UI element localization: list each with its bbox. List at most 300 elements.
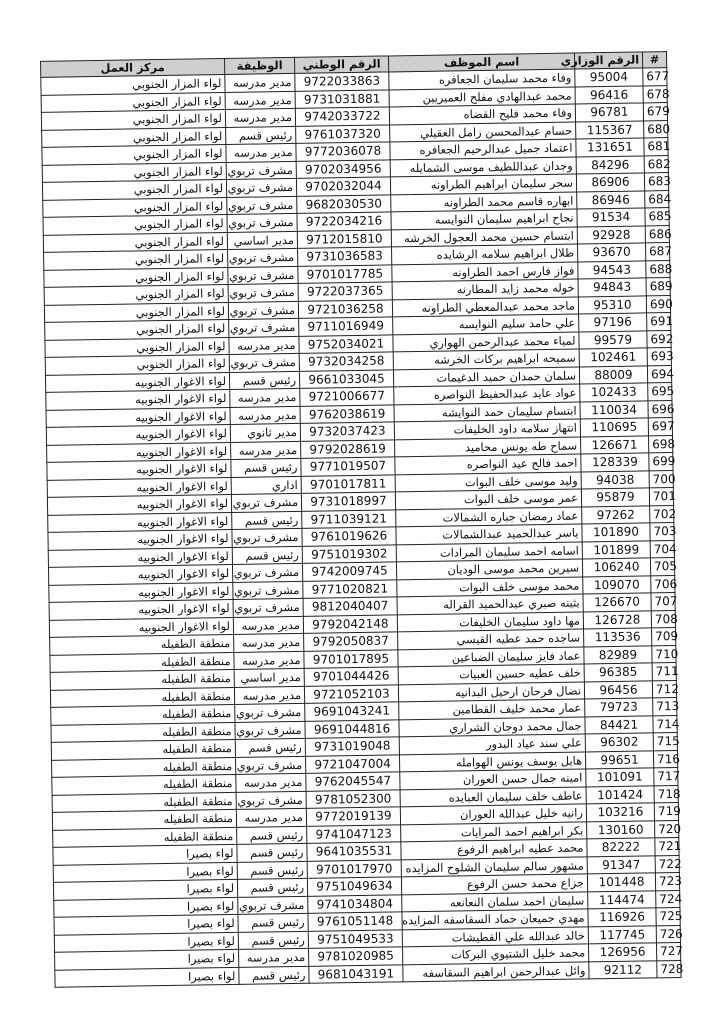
national-number: 9701044426	[304, 667, 398, 686]
employee-name: عمر موسى خلف البوات	[395, 489, 581, 509]
work-center: لواء بصيرا	[55, 949, 239, 969]
row-index: 716	[653, 750, 677, 768]
ministry-number: 84296	[576, 155, 644, 174]
employee-name: علي سند عياد البدور	[399, 734, 585, 754]
ministry-number: 128339	[581, 453, 649, 472]
national-number: 9792050837	[304, 632, 398, 651]
job-title: مشرف تربوي	[229, 318, 299, 337]
work-center: لواء المزار الجنوبي	[41, 92, 225, 112]
national-number: 9742033722	[295, 107, 389, 126]
job-title: مشرف تربوي	[227, 213, 297, 232]
employee-name: نضال فرحان ارحيل البدانيه	[398, 681, 584, 701]
ministry-number: 86946	[577, 190, 645, 209]
employee-name: فواز فارس احمد الطراونه	[392, 261, 578, 281]
national-number: 9772036078	[296, 142, 390, 161]
national-number: 9701017895	[304, 649, 398, 668]
employee-name: محمد عبدالهادي مفلح العميريين	[389, 87, 575, 107]
work-center: لواء الاغوار الجنوبيه	[49, 582, 233, 602]
national-number: 9702032044	[296, 177, 390, 196]
national-number: 9762038619	[300, 404, 394, 423]
ministry-number: 115367	[576, 120, 644, 139]
job-title: مدير مدرسه	[225, 108, 295, 127]
national-number: 9722034216	[297, 212, 391, 231]
row-index: 678	[643, 85, 667, 103]
row-index: 687	[645, 243, 669, 261]
job-title: مشرف تربوي	[227, 196, 297, 215]
job-title: رئيس قسم	[237, 861, 307, 880]
work-center: لواء الاغوار الجنوبيه	[49, 599, 233, 619]
employee-name: مها داود سليمان الخليفات	[397, 611, 583, 631]
job-title: مدير مدرسه	[236, 773, 306, 792]
row-index: 725	[656, 907, 680, 925]
national-number: 9731018997	[301, 492, 395, 511]
job-title: مشرف تربوي	[236, 791, 306, 810]
ministry-number: 95879	[581, 488, 649, 507]
employee-name: محمد موسى خلف البوات	[397, 576, 583, 596]
job-title: رئيس قسم	[226, 126, 296, 145]
job-title: رئيس قسم	[232, 546, 302, 565]
ministry-number: 102461	[579, 348, 647, 367]
ministry-number: 88009	[579, 365, 647, 384]
national-number: 9761051148	[308, 912, 402, 931]
row-index: 710	[652, 645, 676, 663]
row-index: 694	[647, 365, 671, 383]
employee-name: رانيه خليل عبدالله العوران	[400, 804, 586, 824]
work-center: منطقة الطفيله	[52, 792, 236, 812]
employee-name: عماد فايز سليمان الضباعين	[398, 646, 584, 666]
job-title: مشرف تربوي	[229, 353, 299, 372]
row-index: 706	[651, 575, 675, 593]
national-number: 9732037423	[300, 422, 394, 441]
national-number: 9711016949	[299, 317, 393, 336]
job-title: مدير ثانوي	[230, 423, 300, 442]
ministry-number: 131651	[576, 138, 644, 157]
ministry-number: 94038	[581, 470, 649, 489]
ministry-number: 96781	[575, 103, 643, 122]
employee-name: ابهاره قاسم محمد الطراونه	[391, 192, 577, 212]
row-index: 724	[656, 890, 680, 908]
national-number: 9661033045	[299, 369, 393, 388]
national-number: 9701017970	[307, 859, 401, 878]
ministry-number: 82222	[587, 838, 655, 857]
job-title: مشرف تربوي	[228, 248, 298, 267]
employee-name: سميحه ابراهيم بركات الخرشه	[393, 349, 579, 369]
job-title: مشرف تربوي	[228, 266, 298, 285]
national-number: 9771019507	[301, 457, 395, 476]
employee-name: خلف عطيه حسين العبيات	[398, 664, 584, 684]
work-center: لواء بصيرا	[54, 914, 238, 934]
work-center: منطقة الطفيله	[50, 669, 234, 689]
work-center: لواء المزار الجنوبي	[42, 145, 226, 165]
work-center: لواء الاغوار الجنوبيه	[47, 459, 231, 479]
row-index: 709	[652, 628, 676, 646]
job-title: مشرف تربوي	[235, 703, 305, 722]
job-title: مشرف تربوي	[228, 283, 298, 302]
employee-name: انتهاز سلامه داود الخليفات	[394, 419, 580, 439]
national-number: 9701017785	[298, 264, 392, 283]
ministry-number: 114474	[588, 890, 656, 909]
row-index: 702	[650, 505, 674, 523]
ministry-number: 82989	[584, 645, 652, 664]
job-title: مشرف تربوي	[235, 756, 305, 775]
work-center: منطقة الطفيله	[52, 774, 236, 794]
ministry-number: 117745	[588, 925, 656, 944]
ministry-number: 106240	[582, 558, 650, 577]
row-index: 686	[645, 225, 669, 243]
row-index: 682	[644, 155, 668, 173]
work-center: لواء المزار الجنوبي	[44, 302, 228, 322]
row-index: 698	[648, 435, 672, 453]
work-center: لواء الاغوار الجنوبيه	[48, 512, 232, 532]
row-index: 704	[650, 540, 674, 558]
national-number: 9721006677	[300, 387, 394, 406]
work-center: لواء بصيرا	[53, 844, 237, 864]
job-title: مشرف تربوي	[235, 721, 305, 740]
job-title: رئيس قسم	[237, 878, 307, 897]
ministry-number: 84421	[585, 715, 653, 734]
ministry-number: 99579	[579, 330, 647, 349]
work-center: لواء المزار الجنوبي	[45, 319, 229, 339]
row-index: 714	[653, 715, 677, 733]
job-title: مدير مدرسه	[230, 388, 300, 407]
job-title: مدير مدرسه	[231, 441, 301, 460]
ministry-number: 86906	[576, 173, 644, 192]
national-number: 9682030530	[297, 194, 391, 213]
ministry-number: 95004	[575, 68, 643, 87]
employee-name: ياسر عبدالحميد عبدالشمالات	[396, 524, 582, 544]
row-index: 726	[656, 925, 680, 943]
ministry-number: 96416	[575, 85, 643, 104]
national-number: 9721036258	[298, 299, 392, 318]
national-number: 9741047123	[307, 824, 401, 843]
employee-name: جمال محمد دوجان الشراري	[399, 716, 585, 736]
work-center: منطقة الطفيله	[50, 634, 234, 654]
row-index: 693	[647, 348, 671, 366]
work-center: لواء الاغوار الجنوبيه	[45, 372, 229, 392]
national-number: 9691044816	[305, 719, 399, 738]
national-number: 9721052103	[304, 684, 398, 703]
ministry-number: 126728	[583, 610, 651, 629]
job-title: مشرف تربوي	[238, 896, 308, 915]
ministry-number: 101091	[586, 768, 654, 787]
employee-name: وائل عبدالرحمن ابراهيم السقاسفه	[403, 961, 589, 981]
national-number: 9731019048	[305, 737, 399, 756]
national-number: 9781052300	[306, 789, 400, 808]
employee-name: احمد فالح عيد النواصره	[395, 454, 581, 474]
job-title: مدير مدرسه	[234, 686, 304, 705]
work-center: لواء الاغوار الجنوبيه	[48, 547, 232, 567]
ministry-number: 94843	[578, 278, 646, 297]
ministry-number: 97262	[582, 505, 650, 524]
job-title: رئيس قسم	[238, 931, 308, 950]
employee-name: وفاء محمد سليمان الجعافره	[389, 69, 575, 89]
work-center: لواء الاغوار الجنوبيه	[46, 424, 230, 444]
work-center: لواء المزار الجنوبي	[42, 162, 226, 182]
ministry-number: 101448	[587, 873, 655, 892]
ministry-number: 113536	[584, 628, 652, 647]
ministry-number: 91534	[577, 208, 645, 227]
employee-name: اعتماد جميل عبدالرحيم الجعافره	[390, 139, 576, 159]
row-index: 715	[653, 732, 677, 750]
national-number: 9721047004	[305, 754, 399, 773]
employee-name: سيرين محمد موسى الوديان	[396, 559, 582, 579]
work-center: لواء المزار الجنوبي	[41, 75, 225, 95]
ministry-number: 126956	[588, 943, 656, 962]
row-index: 700	[649, 470, 673, 488]
national-number: 9761037320	[296, 124, 390, 143]
row-index: 691	[647, 313, 671, 331]
employee-name: عواد عايد عبدالحفيظ النواصره	[394, 384, 580, 404]
work-center: لواء بصيرا	[54, 897, 238, 917]
work-center: منطقة الطفيله	[50, 652, 234, 672]
job-title: مدير مدرسه	[225, 91, 295, 110]
row-index: 683	[644, 173, 668, 191]
national-number: 9691043241	[305, 702, 399, 721]
employee-name: عماد رمضان جباره الشمالات	[396, 506, 582, 526]
work-center: منطقة الطفيله	[52, 757, 236, 777]
national-number: 9641035531	[307, 842, 401, 861]
employee-name: ساجده حمد عطيه القيسي	[398, 629, 584, 649]
row-index: 685	[645, 208, 669, 226]
ministry-number: 101899	[582, 540, 650, 559]
ministry-number: 101890	[582, 523, 650, 542]
work-center: لواء المزار الجنوبي	[42, 180, 226, 200]
work-center: لواء الاغوار الجنوبيه	[47, 442, 231, 462]
ministry-number: 110695	[580, 418, 648, 437]
national-number: 9681043191	[309, 964, 403, 983]
ministry-number: 130160	[587, 820, 655, 839]
row-index: 713	[653, 697, 677, 715]
ministry-number: 91347	[587, 855, 655, 874]
employee-name: مشهور سالم سليمان الشلوح المزايده	[401, 856, 587, 876]
employee-name: وليد موسى خلف البوات	[395, 471, 581, 491]
job-title: رئيس قسم	[238, 913, 308, 932]
job-title: مشرف تربوي	[228, 301, 298, 320]
employee-name: جزاع محمد حسن الرفوع	[401, 874, 587, 894]
row-index: 679	[643, 103, 667, 121]
row-index: 707	[651, 593, 675, 611]
row-index: 712	[652, 680, 676, 698]
employee-table-sheet	[40, 51, 684, 984]
row-index: 692	[647, 330, 671, 348]
job-title: مدير اساسي	[234, 668, 304, 687]
job-title: مدير اساسي	[227, 231, 297, 250]
job-title: مدير مدرسه	[239, 948, 309, 967]
national-number: 9812040407	[303, 597, 397, 616]
national-number: 9751019302	[302, 544, 396, 563]
employee-name: وجدان عبداللطيف موسى الشمايله	[390, 157, 576, 177]
job-title: رئيس قسم	[237, 843, 307, 862]
employee-name: وفاء محمد فليح القضاه	[389, 104, 575, 124]
work-center: لواء بصيرا	[55, 967, 239, 987]
row-index: 690	[646, 295, 670, 313]
ministry-number: 94543	[578, 260, 646, 279]
employee-name: اسامه احمد سليمان المرادات	[396, 541, 582, 561]
employee-name: بكر ابراهيم احمد المرايات	[401, 821, 587, 841]
row-index: 719	[654, 802, 678, 820]
job-title: رئيس قسم	[235, 738, 305, 757]
job-title: مشرف تربوي	[231, 493, 301, 512]
work-center: لواء الاغوار الجنوبيه	[47, 477, 231, 497]
work-center: لواء الاغوار الجنوبيه	[46, 407, 230, 427]
work-center: لواء المزار الجنوبي	[45, 354, 229, 374]
national-number: 9781020985	[309, 947, 403, 966]
national-number: 9751049533	[308, 929, 402, 948]
ministry-number: 93670	[577, 243, 645, 262]
ministry-number: 96456	[584, 680, 652, 699]
work-center: منطقة الطفيله	[53, 827, 237, 847]
work-center: لواء المزار الجنوبي	[45, 337, 229, 357]
job-title: رئيس قسم	[237, 826, 307, 845]
national-number: 9762045547	[306, 772, 400, 791]
job-title: مدير مدرسه	[229, 336, 299, 355]
work-center: لواء الاغوار الجنوبيه	[49, 617, 233, 637]
work-center: منطقة الطفيله	[51, 704, 235, 724]
employee-name: حسام عبدالمحسن زامل العقيلي	[390, 122, 576, 142]
header-index: #	[642, 52, 666, 68]
job-title: مشرف تربوي	[233, 598, 303, 617]
header-work-center: مركز العمل	[41, 59, 225, 78]
national-number: 9792028619	[301, 439, 395, 458]
row-index: 727	[656, 942, 680, 960]
national-number: 9701017811	[301, 474, 395, 493]
row-index: 696	[648, 400, 672, 418]
row-index: 680	[644, 120, 668, 138]
employee-name: هايل يوسف يونس الهوامله	[399, 751, 585, 771]
work-center: منطقة الطفيله	[52, 809, 236, 829]
employee-name: طلال ابراهيم سلامه الرشايده	[392, 244, 578, 264]
job-title: مشرف تربوي	[226, 178, 296, 197]
employee-name: سلمان حمدان حميد الدغيمات	[393, 366, 579, 386]
national-number: 9771020821	[303, 579, 397, 598]
employee-name: بثينه صبري عبدالحميد القراله	[397, 594, 583, 614]
employee-name: خوله محمد زايد المطارنه	[392, 279, 578, 299]
work-center: لواء المزار الجنوبي	[44, 249, 228, 269]
job-title: مدير مدرسه	[230, 406, 300, 425]
work-center: لواء بصيرا	[54, 932, 238, 952]
ministry-number: 101424	[586, 785, 654, 804]
national-number: 9731036583	[298, 247, 392, 266]
employee-name: نجاح ابراهيم سليمان النوايسه	[391, 209, 577, 229]
work-center: لواء الاغوار الجنوبيه	[46, 389, 230, 409]
row-index: 728	[657, 960, 681, 978]
work-center: لواء المزار الجنوبي	[43, 214, 227, 234]
ministry-number: 99651	[585, 750, 653, 769]
header-employee-name: اسم الموظف	[389, 53, 575, 72]
row-index: 711	[652, 663, 676, 681]
employee-name: ماجد محمد عبدالمعطي الطراونه	[392, 296, 578, 316]
employee-name: عاطف خلف سليمان العبايده	[400, 786, 586, 806]
job-title: مشرف تربوي	[232, 563, 302, 582]
ministry-number: 110034	[580, 400, 648, 419]
row-index: 677	[643, 68, 667, 86]
work-center: منطقة الطفيله	[51, 722, 235, 742]
row-index: 717	[654, 767, 678, 785]
employee-name: علي حامد سليم النوايسه	[393, 314, 579, 334]
row-index: 721	[655, 837, 679, 855]
national-number: 9711039121	[302, 509, 396, 528]
row-index: 723	[655, 872, 679, 890]
work-center: لواء المزار الجنوبي	[44, 284, 228, 304]
work-center: لواء بصيرا	[53, 879, 237, 899]
national-number: 9761019626	[302, 527, 396, 546]
job-title: رئيس قسم	[232, 511, 302, 530]
national-number: 9741034804	[308, 894, 402, 913]
row-index: 722	[655, 855, 679, 873]
ministry-number: 109070	[583, 575, 651, 594]
ministry-number: 126671	[581, 435, 649, 454]
ministry-number: 116926	[588, 908, 656, 927]
employee-table	[40, 51, 684, 988]
work-center: لواء المزار الجنوبي	[42, 127, 226, 147]
employee-name: سماح طه يونس محاميد	[395, 436, 581, 456]
row-index: 681	[644, 138, 668, 156]
row-index: 703	[650, 523, 674, 541]
row-index: 688	[646, 260, 670, 278]
job-title: اداري	[231, 476, 301, 495]
job-title: رئيس قسم	[231, 458, 301, 477]
work-center: لواء الاغوار الجنوبيه	[48, 564, 232, 584]
work-center: لواء المزار الجنوبي	[44, 267, 228, 287]
national-number: 9732034258	[299, 352, 393, 371]
ministry-number: 96302	[585, 733, 653, 752]
employee-name: ابتسام حسين محمد العجول الخرشه	[391, 226, 577, 246]
work-center: لواء الاغوار الجنوبيه	[47, 494, 231, 514]
row-index: 684	[645, 190, 669, 208]
work-center: لواء الاغوار الجنوبيه	[48, 529, 232, 549]
ministry-number: 97196	[579, 313, 647, 332]
job-title: مدير مدرسه	[233, 616, 303, 635]
row-index: 689	[646, 278, 670, 296]
work-center: منطقة الطفيله	[50, 687, 234, 707]
job-title: مشرف تربوي	[232, 528, 302, 547]
national-number: 9722037365	[298, 282, 392, 301]
national-number: 9702034956	[296, 159, 390, 178]
ministry-number: 95310	[578, 295, 646, 314]
row-index: 720	[655, 820, 679, 838]
employee-name: لمياء محمد عبدالرحمن الهواري	[393, 331, 579, 351]
work-center: لواء المزار الجنوبي	[43, 232, 227, 252]
job-title: مدير مدرسه	[234, 651, 304, 670]
row-index: 705	[650, 558, 674, 576]
job-title: مدير مدرسه	[226, 143, 296, 162]
national-number: 9722033863	[295, 72, 389, 91]
national-number: 9731031881	[295, 89, 389, 108]
job-title: رئيس قسم	[229, 371, 299, 390]
row-index: 701	[649, 488, 673, 506]
header-ministry-number: الرقم الوزاري	[574, 52, 642, 69]
employee-name: محمد عطيه ابراهيم الرفوع	[401, 839, 587, 859]
job-title: مشرف تربوي	[233, 581, 303, 600]
ministry-number: 126670	[583, 593, 651, 612]
employee-name: مهدي جميعان حماد السقاسفه المزايده	[402, 909, 588, 929]
row-index: 697	[648, 418, 672, 436]
employee-name: خالد عبدالله علي القطيشات	[402, 926, 588, 946]
employee-name: عمار محمد خليف القطامين	[399, 699, 585, 719]
national-number: 9751049634	[307, 877, 401, 896]
ministry-number: 96385	[584, 663, 652, 682]
header-job: الوظيفة	[225, 57, 295, 74]
employee-name: سليمان احمد سلمان النعانعه	[402, 891, 588, 911]
row-index: 699	[649, 453, 673, 471]
employee-name: سحر سليمان ابراهيم الطراونه	[390, 174, 576, 194]
ministry-number: 92928	[577, 225, 645, 244]
work-center: لواء بصيرا	[53, 862, 237, 882]
ministry-number: 92112	[589, 960, 657, 979]
job-title: مدير مدرسه	[225, 73, 295, 92]
work-center: منطقة الطفيله	[51, 739, 235, 759]
ministry-number: 102433	[580, 383, 648, 402]
